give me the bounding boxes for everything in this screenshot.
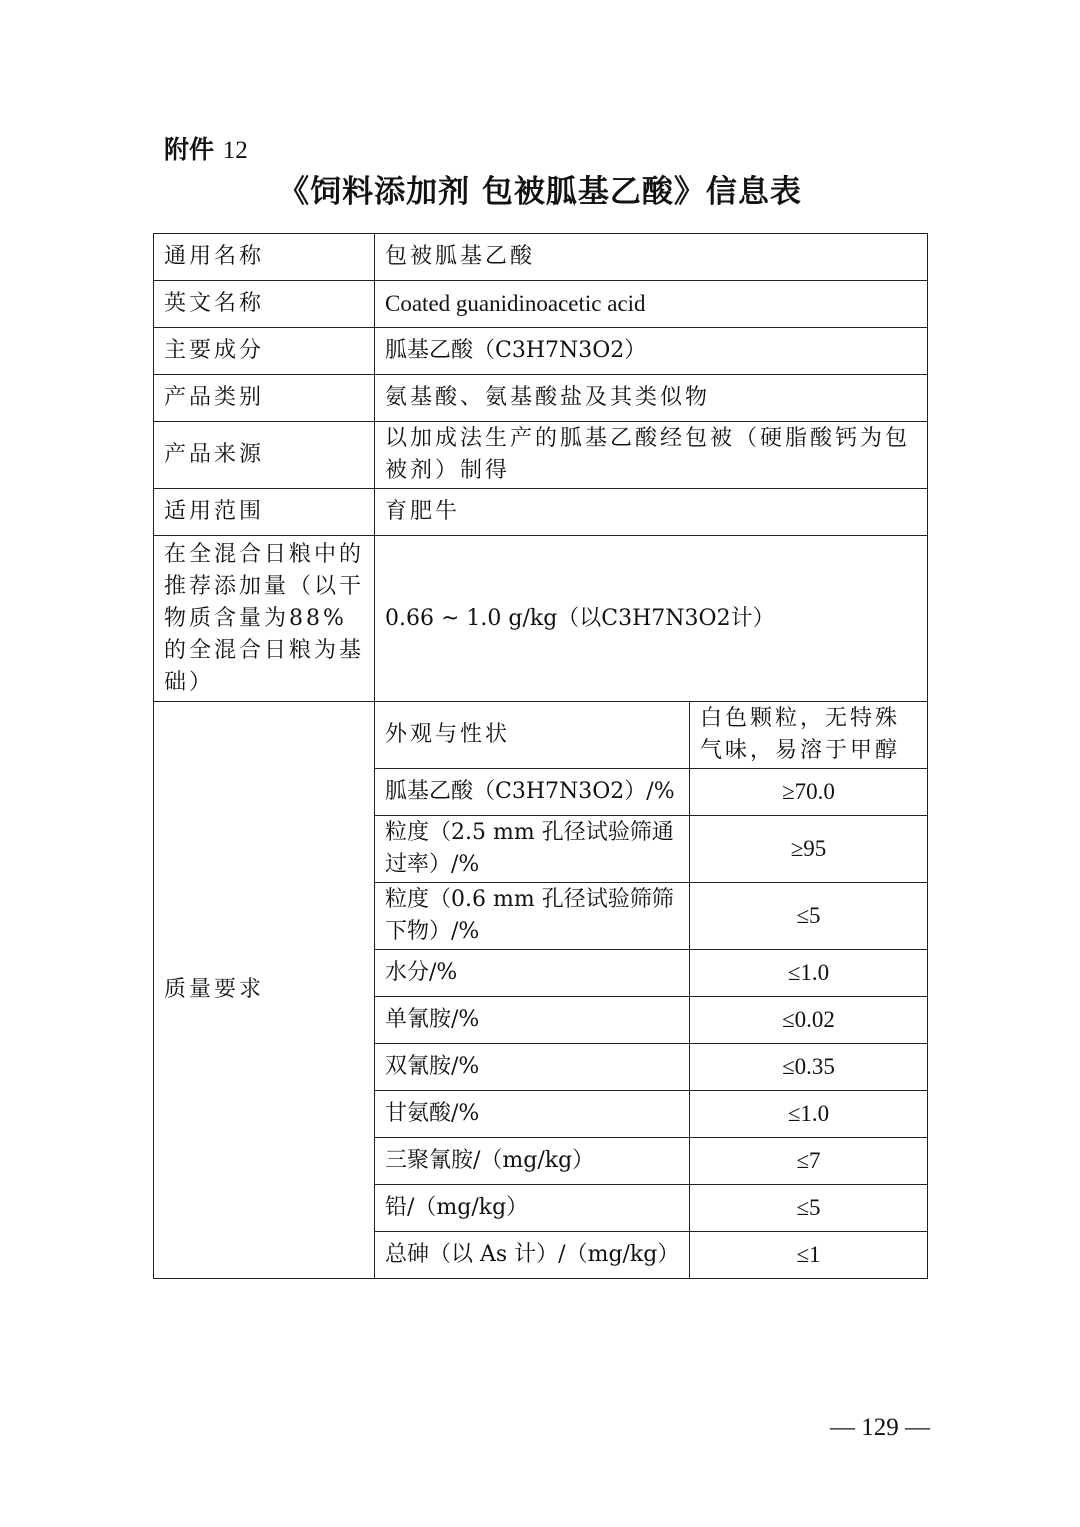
row-label-recommended-dose: 在全混合日粮中的推荐添加量（以干物质含量为88%的全混合日粮为基础） [154, 536, 375, 702]
row-value-product-category: 氨基酸、氨基酸盐及其类似物 [375, 375, 928, 422]
quality-spec: ≤5 [690, 1185, 928, 1232]
quality-item: 三聚氰胺/（mg/kg） [375, 1138, 690, 1185]
document-title: 《饲料添加剂 包被胍基乙酸》信息表 [278, 174, 802, 210]
table-row [154, 281, 928, 328]
table-row [154, 702, 928, 769]
table-row [154, 375, 928, 422]
quality-spec: 白色颗粒，无特殊气味，易溶于甲醇 [690, 702, 928, 769]
quality-spec: ≥70.0 [690, 769, 928, 816]
quality-spec: ≤5 [690, 883, 928, 950]
quality-item: 单氰胺/% [375, 997, 690, 1044]
quality-item: 双氰胺/% [375, 1044, 690, 1091]
quality-spec: ≤0.35 [690, 1044, 928, 1091]
info-table [153, 233, 928, 1279]
quality-item: 甘氨酸/% [375, 1091, 690, 1138]
quality-spec: ≥95 [690, 816, 928, 883]
attachment-label-text: 附件 [164, 135, 215, 164]
row-label-generic-name: 通用名称 [154, 234, 375, 281]
quality-item: 粒度（2.5 mm 孔径试验筛通过率）/% [375, 816, 690, 883]
table-row [154, 422, 928, 489]
row-value-recommended-dose: 0.66 ~ 1.0 g/kg（以C3H7N3O2计） [375, 536, 928, 702]
quality-item: 外观与性状 [375, 702, 690, 769]
quality-item: 水分/% [375, 950, 690, 997]
attachment-label [164, 130, 248, 171]
row-label-english-name: 英文名称 [154, 281, 375, 328]
table-row [154, 489, 928, 536]
row-label-main-component: 主要成分 [154, 328, 375, 375]
row-label-product-category: 产品类别 [154, 375, 375, 422]
attachment-number: 12 [222, 137, 248, 164]
row-value-product-source: 以加成法生产的胍基乙酸经包被（硬脂酸钙为包被剂）制得 [375, 422, 928, 489]
table-row [154, 536, 928, 702]
row-value-generic-name: 包被胍基乙酸 [375, 234, 928, 281]
quality-spec: ≤1 [690, 1232, 928, 1279]
row-label-scope: 适用范围 [154, 489, 375, 536]
quality-item: 胍基乙酸（C3H7N3O2）/% [375, 769, 690, 816]
quality-item: 总砷（以 As 计）/（mg/kg） [375, 1232, 690, 1279]
quality-spec: ≤1.0 [690, 950, 928, 997]
quality-item: 粒度（0.6 mm 孔径试验筛筛下物）/% [375, 883, 690, 950]
quality-item: 铅/（mg/kg） [375, 1185, 690, 1232]
row-value-scope: 育肥牛 [375, 489, 928, 536]
quality-spec: ≤7 [690, 1138, 928, 1185]
page-number: — 129 — [830, 1414, 930, 1441]
quality-spec: ≤1.0 [690, 1091, 928, 1138]
table-row [154, 328, 928, 375]
row-value-english-name: Coated guanidinoacetic acid [375, 281, 928, 328]
table-row [154, 234, 928, 281]
row-label-product-source: 产品来源 [154, 422, 375, 489]
row-value-main-component: 胍基乙酸（C3H7N3O2） [375, 328, 928, 375]
quality-requirements-label: 质量要求 [154, 702, 375, 1279]
quality-spec: ≤0.02 [690, 997, 928, 1044]
